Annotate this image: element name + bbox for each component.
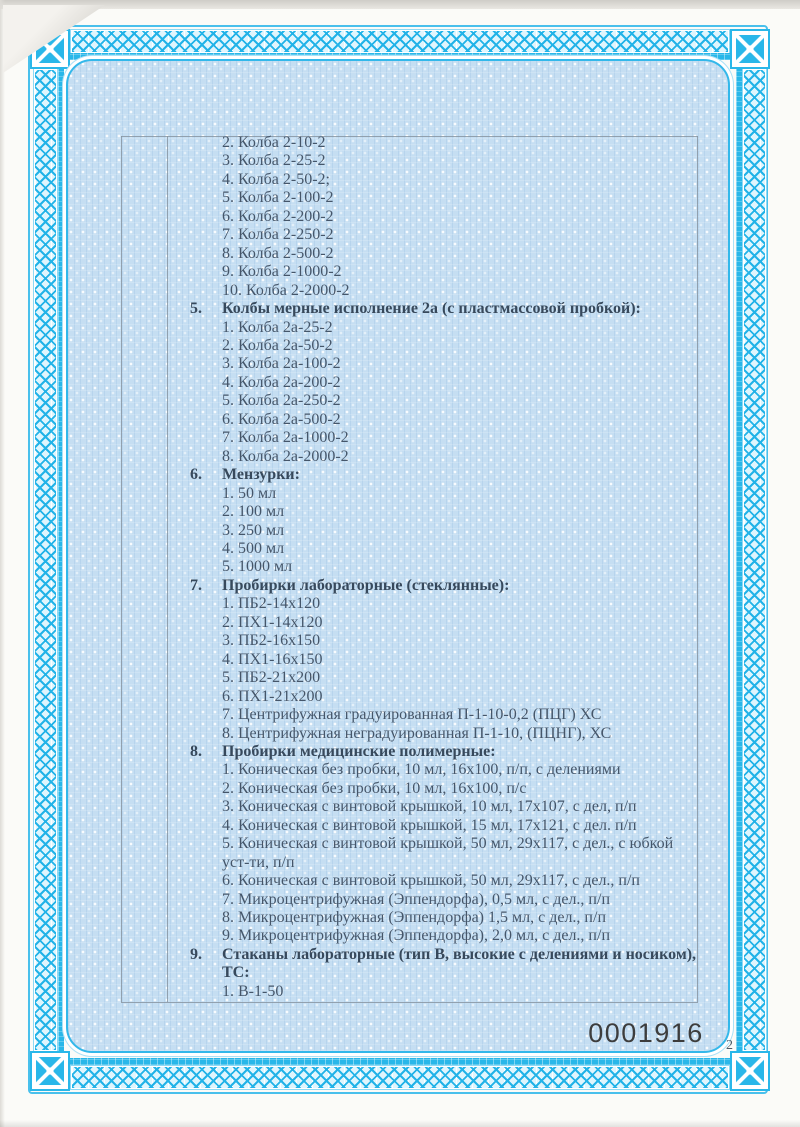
section-header	[188, 466, 700, 484]
border-corner-bottom-left	[30, 1051, 70, 1091]
list-item: 8. Колба 2-500-2	[222, 244, 334, 262]
list-item: 10. Колба 2-2000-2	[222, 281, 350, 299]
section-title: Мензурки:	[222, 466, 300, 484]
list-item: 3. Колба 2-25-2	[222, 152, 326, 170]
list-item: 5. Колба 2а-250-2	[222, 392, 341, 410]
section-title: Пробирки лабораторные (стеклянные):	[222, 576, 510, 594]
list-item: 3. 250 мл	[222, 521, 285, 539]
list-item: 9. Колба 2-1000-2	[222, 263, 342, 281]
list-item: 3. Колба 2а-100-2	[222, 355, 341, 373]
corner-ornament-icon	[736, 1057, 764, 1085]
corner-ornament-icon	[736, 35, 764, 63]
border-strip-left	[58, 62, 64, 1057]
list-item: 1. ПБ2-14х120	[222, 595, 321, 613]
section-header	[188, 743, 700, 761]
serial-number: 0001916	[588, 1018, 704, 1048]
section-number: 9.	[190, 945, 202, 963]
list-item: 8. Центрифужная неградуированная П-1-10, (ПЦНГ), ХС	[222, 724, 612, 742]
list-item: 2. ПХ1-14х120	[222, 613, 323, 631]
list-item: 1. Колба 2а-25-2	[222, 318, 333, 336]
item-list	[188, 134, 700, 1002]
table-rule-bottom	[121, 1002, 698, 1003]
list-item: 8. Микроцентрифужная (Эппендорфа) 1,5 мл, с дел., п/п	[222, 909, 606, 927]
section-title: Пробирки медицинские полимерные:	[222, 742, 496, 760]
list-item: 6. Колба 2-200-2	[222, 207, 334, 225]
list-item: 5. Колба 2-100-2	[222, 189, 334, 207]
list-item: 5. 1000 мл	[222, 558, 293, 576]
border-ornament-left	[35, 70, 56, 1050]
border-ornament-right	[744, 70, 765, 1050]
list-item: 7. Колба 2а-1000-2	[222, 429, 349, 447]
list-item: 6. Коническая с винтовой крышкой, 50 мл, 29х117, с дел., п/п	[222, 872, 640, 890]
list-item: 3. Коническая с винтовой крышкой, 10 мл, 17х107, с дел, п/п	[222, 798, 637, 816]
list-item: 2. Коническая без пробки, 10 мл, 16х100, п/с	[222, 779, 527, 797]
section-number: 5.	[190, 300, 202, 318]
list-item: 5. Коническая с винтовой крышкой, 50 мл, 29х117, с дел., с юбкой уст-ти, п/п	[222, 835, 674, 871]
list-item: 4. 500 мл	[222, 539, 285, 557]
list-item: 2. Колба 2-10-2	[222, 134, 326, 151]
corner-ornament-icon	[36, 1057, 64, 1085]
scanner-edge-top	[0, 0, 800, 9]
border-strip-right	[736, 62, 742, 1057]
table-rule-inner	[167, 136, 168, 1002]
list-item: 4. Коническая с винтовой крышкой, 15 мл, 17х121, с дел. п/п	[222, 816, 637, 834]
list-item: 9. Микроцентрифужная (Эппендорфа), 2,0 мл, с дел., п/п	[222, 927, 610, 945]
table-rule-left	[121, 136, 122, 1002]
list-item: 4. ПХ1-16х150	[222, 650, 323, 668]
section-number: 6.	[190, 466, 202, 484]
section-title: Стаканы лабораторные (тип В, высокие с делениями и носиком), ТС:	[222, 945, 697, 982]
section-number: 7.	[190, 576, 202, 594]
border-corner-top-right	[730, 29, 770, 69]
border-strip-bottom	[66, 1058, 734, 1065]
list-item: 8. Колба 2а-2000-2	[222, 447, 349, 465]
section-title: Колбы мерные исполнение 2а (с пластмассовой пробкой):	[222, 300, 641, 318]
list-item: 7. Центрифужная градуированная П-1-10-0,2 (ПЦГ) ХС	[222, 706, 602, 724]
list-item: 4. Колба 2а-200-2	[222, 373, 341, 391]
scanner-edge-left	[0, 0, 5, 1127]
page-number: 2	[726, 1038, 733, 1053]
list-item: 2. Колба 2а-50-2	[222, 336, 333, 354]
border-ornament-bottom	[72, 1067, 728, 1088]
section-header	[188, 577, 700, 595]
section-header	[188, 300, 700, 318]
section-header	[188, 946, 700, 983]
list-item: 3. ПБ2-16х150	[222, 632, 321, 650]
list-item: 6. Колба 2а-500-2	[222, 410, 341, 428]
list-item: 7. Колба 2-250-2	[222, 226, 334, 244]
border-corner-bottom-right	[730, 1051, 770, 1091]
list-item: 5. ПБ2-21х200	[222, 669, 321, 687]
list-item: 4. Колба 2-50-2;	[222, 170, 330, 188]
list-item: 1. В-1-50	[222, 982, 284, 1000]
list-item: 2. 100 мл	[222, 503, 285, 521]
list-item: 6. ПХ1-21х200	[222, 687, 323, 705]
list-item: 7. Микроцентрифужная (Эппендорфа), 0,5 мл, с дел., п/п	[222, 890, 610, 908]
section-number: 8.	[190, 742, 202, 760]
list-item: 1. 50 мл	[222, 484, 277, 502]
list-item: 1. Коническая без пробки, 10 мл, 16х100, п/п, с делениями	[222, 761, 621, 779]
border-ornament-top	[72, 31, 728, 52]
scanner-edge-bottom	[0, 1120, 800, 1127]
